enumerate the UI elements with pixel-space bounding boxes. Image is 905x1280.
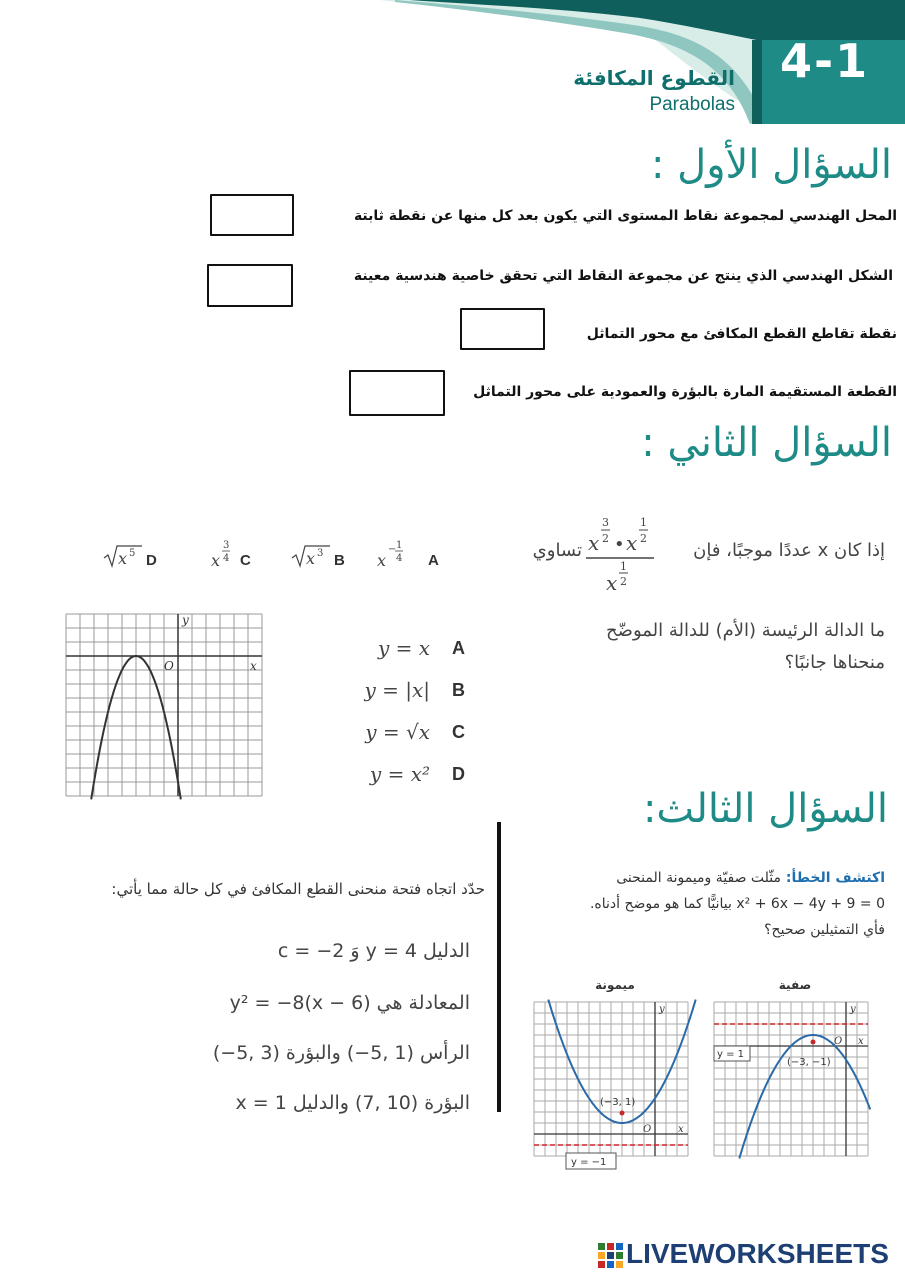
svg-text:4: 4	[396, 553, 403, 564]
graph-right-name: صفية	[778, 978, 812, 992]
svg-text:x: x	[211, 551, 221, 570]
chapter-title-en: Parabolas	[649, 94, 735, 115]
svg-text:−: −	[388, 544, 397, 555]
q1-answer-box-3[interactable]	[460, 308, 545, 350]
svg-text:x: x	[588, 531, 600, 555]
q2-p2-prompt-line1: ما الدالة الرئيسة (الأم) للدالة الموضّح	[606, 620, 885, 641]
q2-p2-opt-b-expr: y = |x|	[364, 678, 430, 702]
svg-text:x: x	[626, 531, 638, 555]
svg-text:2: 2	[602, 532, 609, 545]
q3-direction-item-4: البؤرة (10 ,7) والدليل x = 1	[235, 1092, 470, 1114]
q2-p1-opt-d-letter: D	[146, 552, 157, 569]
q1-answer-box-2[interactable]	[207, 264, 293, 307]
q3-error-title: اكتشف الخطأ	[791, 870, 885, 886]
focus-point	[620, 1111, 625, 1116]
q1-item-4: القطعة المستقيمة المارة بالبؤرة والعمودية على محور التماثل	[473, 384, 897, 400]
q2-p1-opt-c-expr	[208, 536, 240, 574]
q3-heading: السؤال الثالث:	[642, 786, 888, 832]
q1-answer-box-4[interactable]	[349, 370, 445, 416]
q1-answer-box-1[interactable]	[210, 194, 294, 236]
vertex-label: (−3, −1)	[787, 1057, 831, 1068]
svg-text:1: 1	[396, 540, 403, 551]
q2-p1-opt-b-expr	[290, 542, 334, 572]
q2-p1-opt-a-letter: A	[428, 552, 439, 569]
x-axis-label: x	[858, 1036, 864, 1047]
graph-safiya	[710, 998, 880, 1168]
y-axis-label: y	[659, 1004, 665, 1015]
svg-text:2: 2	[620, 575, 627, 588]
q2-p1-prompt-before: إذا كان x عددًا موجبًا، فإن	[693, 540, 885, 561]
y-axis-label: y	[850, 1004, 856, 1015]
q2-heading: السؤال الثاني :	[641, 420, 892, 466]
liveworksheets-brand: LIVEWORKSHEETS	[626, 1238, 889, 1269]
q2-p2-opt-b-letter: B	[452, 680, 465, 700]
svg-text:3: 3	[317, 548, 324, 559]
q3-error-line3: فأي التمثيلين صحيح؟	[764, 922, 885, 938]
q2-p2-opt-c-expr: y = √x	[365, 720, 430, 744]
origin-label: O	[164, 659, 174, 673]
vertical-divider	[497, 822, 501, 1112]
chapter-number: 4-1	[780, 34, 870, 88]
svg-text:•: •	[614, 534, 625, 555]
svg-text:5: 5	[129, 548, 136, 559]
q1-item-2: الشكل الهندسي الذي ينتج عن مجموعة النقاط التي تحقق خاصية هندسية معينة	[353, 268, 893, 284]
q2-p1-fraction	[582, 506, 657, 596]
svg-text:2: 2	[640, 532, 647, 545]
q2-p2-opt-a-expr: y = x	[377, 636, 430, 660]
header-banner	[0, 0, 905, 130]
svg-text:1: 1	[620, 560, 627, 573]
graph-left-name: ميمونة	[595, 978, 635, 992]
svg-text:x: x	[606, 571, 618, 595]
x-axis-label: x	[250, 659, 257, 673]
q2-p2-opt-a-letter: A	[452, 638, 465, 658]
q1-heading: السؤال الأول :	[650, 142, 892, 188]
svg-text:x: x	[306, 549, 316, 568]
x-axis-label: x	[678, 1124, 684, 1135]
q3-direction-item-3: الرأس (1 ,5−) والبؤرة (3 ,5−)	[212, 1042, 470, 1064]
q3-error-text1: مثّلت صفيّة وميمونة المنحنى	[616, 870, 782, 886]
q2-p2-opt-c-letter: C	[452, 722, 465, 742]
q2-p1-prompt-after: تساوي	[532, 540, 582, 561]
svg-text:3: 3	[602, 516, 609, 529]
q2-p2-opt-d-letter: D	[452, 764, 465, 784]
q3-error-line1: اكتشف الخطأ: مثّلت صفيّة وميمونة المنحنى	[616, 870, 885, 886]
q3-error-line2: x² + 6x − 4y + 9 = 0 بيانيًّا كما هو موضح أدناه.	[589, 896, 885, 912]
q1-item-3: نقطة تقاطع القطع المكافئ مع محور التماثل	[586, 326, 897, 342]
svg-text:4: 4	[223, 553, 230, 564]
liveworksheets-logo-icon	[598, 1243, 624, 1269]
graph-maimouna	[530, 998, 700, 1178]
origin-label: O	[643, 1124, 652, 1135]
q2-p1-opt-c-letter: C	[240, 552, 251, 569]
q3-direction-prompt: حدّد اتجاه فتحة منحنى القطع المكافئ في كل حالة مما يأتي:	[111, 880, 485, 898]
q2-p2-graph	[60, 608, 270, 808]
svg-text:x: x	[118, 549, 128, 568]
svg-text:3: 3	[223, 540, 230, 551]
y-axis-label: y	[182, 613, 189, 627]
svg-text:1: 1	[640, 516, 647, 529]
parabola-curve	[739, 1035, 870, 1158]
q2-p1-opt-d-expr	[102, 542, 146, 572]
q2-p1-opt-a-expr	[374, 538, 424, 574]
directrix-label: y = −1	[571, 1157, 607, 1168]
directrix-label: y = 1	[717, 1049, 745, 1060]
q2-p1-opt-b-letter: B	[334, 552, 345, 569]
focus-point	[811, 1040, 816, 1045]
vertex-label: (−3, 1)	[600, 1097, 636, 1108]
chapter-title-ar: القطوع المكافئة	[573, 66, 735, 90]
q2-p2-opt-d-expr: y = x²	[369, 762, 430, 786]
q3-direction-item-1: الدليل y = 4 وَ c = −2	[277, 940, 470, 962]
q3-direction-item-2: المعادلة هي y² = −8(x − 6)	[229, 992, 470, 1014]
origin-label: O	[834, 1036, 843, 1047]
svg-text:x: x	[377, 551, 387, 570]
q2-p2-prompt-line2: منحناها جانبًا؟	[784, 652, 885, 673]
q1-item-1: المحل الهندسي لمجموعة نقاط المستوى التي يكون بعد كل منها عن نقطة ثابتة	[353, 208, 897, 224]
